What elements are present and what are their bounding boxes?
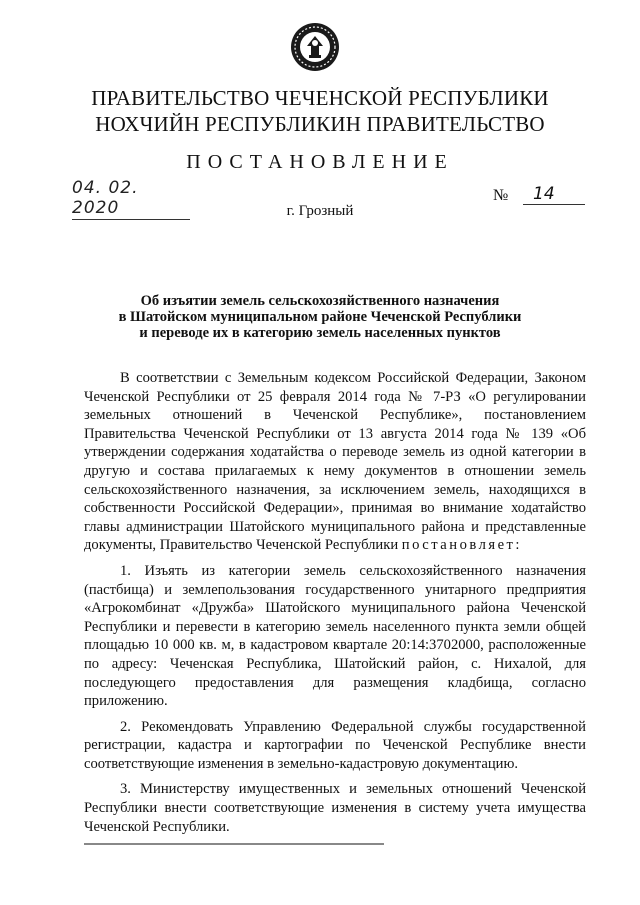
preamble-paragraph xyxy=(84,369,586,555)
number-sign: № xyxy=(493,187,509,204)
document-body xyxy=(84,369,586,843)
number-value: 14 xyxy=(523,184,585,205)
paragraph-2: 2. Рекомендовать Управлению Федеральной службы государственной регистрации, кадастра и картографии по Чеченской Республике внести соответствующие изменения в земельно-кадастровую документацию. xyxy=(84,718,586,772)
title-line-2: в Шатойском муниципальном районе Чеченской Республики xyxy=(118,309,522,325)
city: г. Грозный xyxy=(286,203,354,219)
government-name-russian: ПРАВИТЕЛЬСТВО ЧЕЧЕНСКОЙ РЕСПУБЛИКИ xyxy=(91,86,549,110)
title-line-1: Об изъятии земель сельскохозяйственного назначения xyxy=(140,293,500,309)
document-date: 04. 02. 2020 xyxy=(72,178,190,220)
paragraph-1: 1. Изъять из категории земель сельскохозяйственного назначения (пастбища) и землепользования государственного унитарного предприятия «Агрокомбинат «Дружба» Шатойского муниципального района Чеченской Республики и перевести в категорию земель населенного пункта земли общей площадью 10 000 кв. м, в кадастровом квартале 20:14:3702000, расположенные по адресу: Чеченская Республика, Шатойский район, с. Нихалой, для последующего предоставления для размещения кладбища, согласно приложению. xyxy=(84,562,586,710)
paragraph-3: 3. Министерству имущественных и земельных отношений Чеченской Республики внести соответствующие изменения в систему учета имущества Чеченской Республики. xyxy=(84,781,586,835)
document-type: ПОСТАНОВЛЕНИЕ xyxy=(186,151,454,173)
title-line-3: и переводе их в категорию земель населенных пунктов xyxy=(139,325,501,341)
document-title xyxy=(100,293,540,341)
preamble-text: В соответствии с Земельным кодексом Российской Федерации, Законом Чеченской Республики от 25 февраля 2014 года № 7-РЗ «О регулировании земельных отношений в Чеченской Республике», постановлением Правительства Чеченской Республики от 13 августа 2014 года № 139 «Об утверждении содержания ходатайства о переводе земель из одной категории в другую и состава прилагаемых к нему документов в отношении земель сельскохозяйственного назначения, за исключением земель, находящихся в собственности Российской Федерации», принимая во внимание ходатайство главы администрации Шатойского муниципального района и представленные документы, Правительство Чеченской Республики xyxy=(84,370,586,554)
resolves-word: постановляет: xyxy=(401,537,522,554)
footer-file-marker xyxy=(84,842,384,846)
government-name-chechen: НОХЧИЙН РЕСПУБЛИКИН ПРАВИТЕЛЬСТВО xyxy=(95,112,545,136)
coat-of-arms-emblem xyxy=(290,22,340,72)
